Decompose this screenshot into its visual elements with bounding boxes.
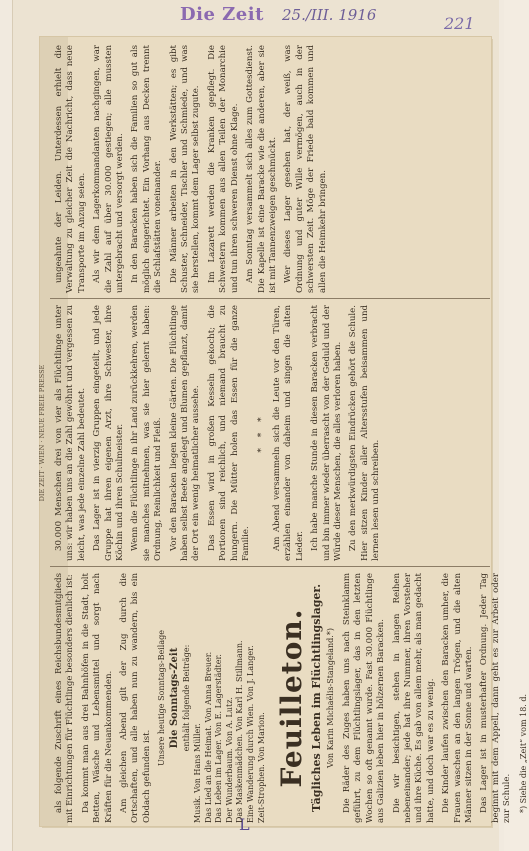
notice-item: Eine Wanderung durch Wien. Von J. Langer. (246, 645, 255, 823)
notice-title: Die Sonntags-Zeit (168, 647, 180, 749)
notice-item: Zeit-Strophen. Von Marion. (256, 712, 266, 823)
article-paragraph: Das Lager ist in vierzig Gruppen eingeteilt, und jede Gruppe hat ihren eigenen Arzt, ihre Schwester, ihre Köchin und ihren Schulmeister. (92, 305, 126, 561)
lead-paragraph: Am gleichen Abend gilt der Zug durch die Ortschaften, und alle haben nun zu wandern, bis ein Obdach gefunden ist. (119, 573, 152, 823)
column-rule (50, 298, 490, 299)
column-2 (54, 305, 486, 561)
article-paragraph: Am Sonntag versammelt sich alles zum Gottesdienst. Die Kapelle ist eine Baracke wie die anderen, aber sie ist mit Tannenzweigen geschmückt. (245, 45, 278, 293)
publication-stamp: Die Zeit (180, 4, 264, 25)
article-paragraph: Das Essen wird in großen Kesseln gekocht; die Portionen sind reichlich, und niemand braucht zu hungern. Die Mütter holen das Essen für die ganze Familie. (206, 305, 252, 561)
notice-header: Unsere heutige Sonntags-Beilage (157, 630, 167, 766)
article-paragraph: Zu den merkwürdigsten Eindrücken gehört die Schule. Hier sitzen Kinder aller Altersstufen beisammen und lernen lesen und schreiben. (348, 305, 382, 561)
article-paragraph: Die Räder des Zuges haben uns nach Steinklamm geführt, zu dem Flüchtlingslager, das in den letzten Wochen so oft genannt wurde. Fast 30.000 Flüchtlinge aus Galizien leben hier in hölzernen Baracken. (342, 573, 387, 823)
article-paragraph: Die wir besichtigen, stehen in langen Reihen nebeneinander; jede hat ihre Nummer, ihren Vorsteher und ihre Küche. Es gab von allem mehr, als man gedacht hatte, und doch war es zu wenig. (391, 573, 436, 823)
article-title: Tägliches Leben im Flüchtlingslager. (310, 583, 324, 813)
notice-item: Das Maskenmädchen. Von Karl H. Stillmann. (235, 640, 245, 823)
source-line: DIE ZEIT · WIEN · NEUE FREIE PRESSE (38, 364, 46, 502)
archive-number: 221 (444, 14, 475, 33)
article-paragraph: 30.000 Menschen drei von vier als Flüchtlinge unter uns: wir haben uns an die Zahl gewöhnt und vergessen zu leicht, was jede einzelne Zahl bedeutet. (54, 305, 87, 561)
rotated-newspaper-page (38, 43, 528, 823)
notice-item: Musik. Von Hans Müller. (193, 723, 203, 823)
article-paragraph: Als wir dem Lagerkommandanten nachgingen, war die Zahl auf über 30.000 gestiegen; alle mussten untergebracht und versorgt werden. (92, 45, 126, 293)
feuilleton-heading: Feuilleton. (275, 608, 309, 788)
article-paragraph: Im Lazarett werden die Kranken gepflegt. Die Schwestern kommen aus allen Teilen der Monarchie und tun ihren schweren Dienst ohne Klage. (206, 45, 240, 293)
notice-item: Das Lied an die Heimat. Von Anna Breuer. (203, 651, 213, 823)
article-paragraph: ungeahnte der Leiden. Unterdessen erhielt die Verwaltung zu gleicher Zeit die Nachricht, dass neue Transporte im Anzug seien. (54, 45, 87, 293)
notice-subtitle: enthält folgende Beiträge: (182, 644, 192, 752)
lead-paragraph: als folgende Zuschrift eines Reichsbundesmitglieds mit Einrichtungen für Flüchtlinge besonders dienlich ist: (54, 573, 76, 823)
article-paragraph: Die Kinder laufen zwischen den Baracken umher, die Frauen waschen an den langen Trögen, und die alten Männer sitzen in der Sonne und warten. (441, 573, 475, 823)
article-paragraph: Ich habe manche Stunde in diesen Baracken verbracht und bin immer wieder überrascht von der Geduld und der Würde dieser Menschen, die alles verloren haben. (310, 305, 343, 561)
article-paragraph: Am Abend versammeln sich die Leute vor den Türen, erzählen einander von daheim und singen die alten Lieder. (271, 305, 305, 561)
notice-item: Das Leben im Lager. Von E. Lagerstädter. (214, 654, 224, 823)
column-1 (54, 573, 528, 823)
column-3 (54, 45, 486, 293)
column-rule (50, 566, 490, 567)
article-paragraph: Wenn die Flüchtlinge in ihr Land zurückkehren, werden sie manches mitnehmen, was sie hier gelernt haben: Ordnung, Reinlichkeit und Fleiß. (130, 305, 164, 561)
article-paragraph: Die Männer arbeiten in den Werkstätten; es gibt Schuster, Schneider, Tischler und Schmiede, und was sie herstellen, kommt dem Lager selbst zugute. (168, 45, 202, 293)
notice-item: Der Wunderbaum. Von A. Lutz. (224, 697, 234, 823)
lead-paragraph: Da kommt man aus drei Bahnhöfen in die Stadt, holt Betten, Wäsche und Lebensmittel und sorgt nach Kräften für die Neuankommenden. (80, 573, 114, 823)
article-paragraph: Das Lager ist in musterhafter Ordnung. Jeder Tag beginnt mit dem Appell, dann geht es zur Arbeit oder zur Schule. (479, 573, 513, 823)
article-author: Von Karin Michaëlis-Stangeland.*) (325, 628, 335, 768)
article-paragraph: Wer dieses Lager gesehen hat, der weiß, was Ordnung und guter Wille vermögen, auch in der schwersten Zeit. Möge der Friede bald kommen und allen die Heimkehr bringen. (283, 45, 328, 293)
article-paragraph: Vor den Baracken liegen kleine Gärten. Die Flüchtlinge haben selbst Beete angelegt und Blumen gepflanzt, damit der Ort ein wenig heimatlicher aussehe. (168, 305, 202, 561)
pen-mark: L (239, 815, 250, 834)
sunday-supplement-notice (157, 573, 267, 823)
article-paragraph: In den Baracken haben sich die Familien so gut als möglich eingerichtet. Ein Vorhang aus Decken trennt die Schlafstätten voneinander. (130, 45, 164, 293)
section-divider: * * * (256, 413, 267, 453)
handwritten-date: 25./III. 1916 (282, 6, 377, 24)
footnote: *) Siehe die „Zeit“ vom 18. d. (518, 693, 528, 813)
